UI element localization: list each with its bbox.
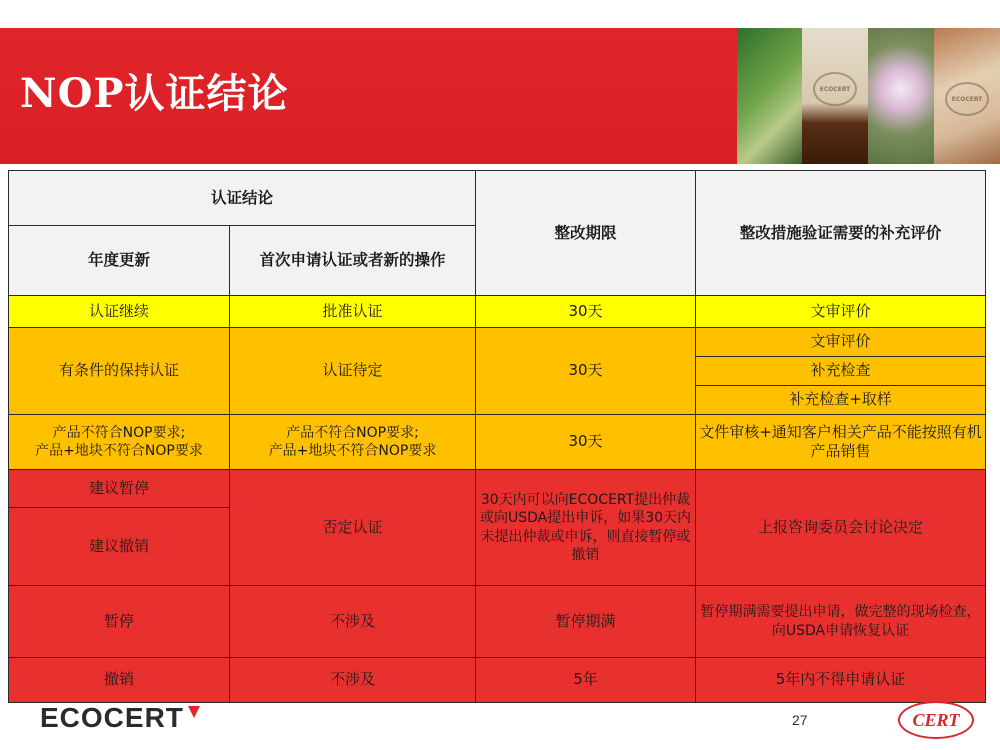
cell-eval: 补充检查 (696, 357, 986, 386)
nop-conclusion-table (8, 170, 986, 703)
table-row (9, 415, 986, 470)
cell-first: 批准认证 (230, 296, 476, 328)
cell-deadline: 30天 (476, 415, 696, 470)
cell-deadline: 暂停期满 (476, 586, 696, 658)
leaf-photo (737, 28, 802, 164)
cert-logo-icon: CERT (898, 701, 974, 739)
table-row (9, 296, 986, 328)
cell-deadline: 30天内可以向ECOCERT提出仲裁或向USDA提出申诉，如果30天内未提出仲裁或申诉，则直接暂停或撤销 (476, 470, 696, 586)
slide-title: NOP认证结论 (20, 70, 289, 117)
cell-first: 产品不符合NOP要求; 产品+地块不符合NOP要求 (230, 415, 476, 470)
header-first-application: 首次申请认证或者新的操作 (230, 226, 476, 296)
top-strip (0, 0, 1000, 28)
table-row (9, 470, 986, 508)
header-photo-strip (737, 28, 1000, 164)
cell-eval: 暂停期满需要提出申请，做完整的现场检查，向USDA申请恢复认证 (696, 586, 986, 658)
cell-annual: 建议撤销 (9, 508, 230, 586)
header-supplementary: 整改措施验证需要的补充评价 (696, 171, 986, 296)
cell-annual: 暂停 (9, 586, 230, 658)
header-conclusion: 认证结论 (9, 171, 476, 226)
cell-first: 认证待定 (230, 328, 476, 415)
cell-annual: 有条件的保持认证 (9, 328, 230, 415)
cell-eval: 文件审核+通知客户相关产品不能按照有机产品销售 (696, 415, 986, 470)
cell-eval: 5年内不得申请认证 (696, 658, 986, 703)
cell-deadline: 30天 (476, 328, 696, 415)
cell-deadline: 30天 (476, 296, 696, 328)
cell-first: 不涉及 (230, 658, 476, 703)
cell-eval: 上报咨询委员会讨论决定 (696, 470, 986, 586)
cell-annual: 建议暂停 (9, 470, 230, 508)
table-row (9, 328, 986, 357)
ecocert-stamp-icon: ECOCERT (813, 72, 857, 106)
cell-annual: 撤销 (9, 658, 230, 703)
cell-first: 否定认证 (230, 470, 476, 586)
logo-accent-icon (188, 706, 200, 718)
header-annual-update: 年度更新 (9, 226, 230, 296)
cell-deadline: 5年 (476, 658, 696, 703)
cell-first: 不涉及 (230, 586, 476, 658)
header-deadline: 整改期限 (476, 171, 696, 296)
cell-eval: 文审评价 (696, 296, 986, 328)
cell-annual: 产品不符合NOP要求; 产品+地块不符合NOP要求 (9, 415, 230, 470)
table-row (9, 658, 986, 703)
cell-eval: 文审评价 (696, 328, 986, 357)
flower-photo (868, 28, 934, 164)
page-number: 27 (792, 712, 808, 728)
ecocert-logo: ECOCERT (40, 702, 184, 733)
table-row (9, 586, 986, 658)
cell-annual: 认证继续 (9, 296, 230, 328)
ecocert-stamp-icon: ECOCERT (945, 82, 989, 116)
cell-eval: 补充检查+取样 (696, 386, 986, 415)
